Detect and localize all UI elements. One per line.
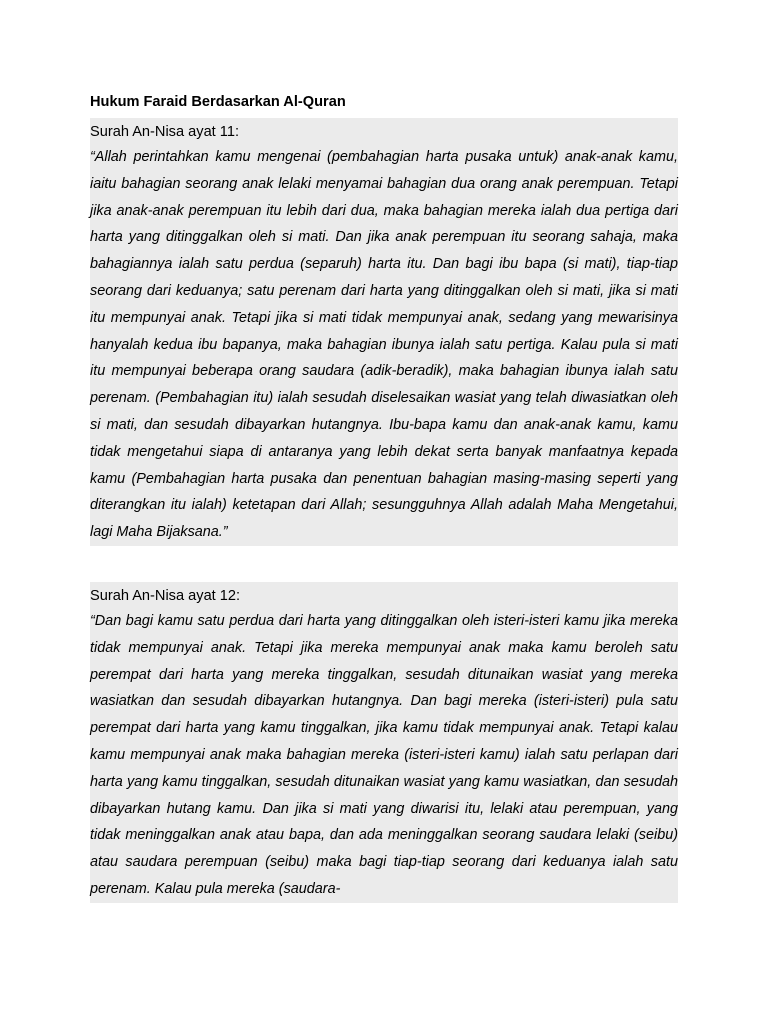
section-text: “Allah perintahkan kamu mengenai (pembahagian harta pusaka untuk) anak-anak kamu, iaitu bahagian seorang anak lelaki menyamai bahagian dua orang anak perempuan. Tetapi jika anak-anak perempuan itu lebih dari dua, maka bahagian mereka ialah dua pertiga dari harta yang ditinggalkan oleh si mati. Dan jika anak perempuan itu seorang sahaja, maka bahagiannya ialah satu perdua (separuh) harta itu. Dan bagi ibu bapa (si mati), tiap-tiap seorang dari keduanya; satu perenam dari harta yang ditinggalkan oleh si mati, jika si mati itu mempunyai anak. Tetapi jika si mati tidak mempunyai anak, sedang yang mewarisinya hanyalah kedua ibu bapanya, maka bahagian ibunya ialah satu pertiga. Kalau pula si mati itu mempunyai beberapa orang saudara (adik-beradik), maka bahagian ibunya ialah satu perenam. (Pembahagian itu) ialah sesudah diselesaikan wasiat yang telah diwasiatkan oleh si mati, dan sesudah dibayarkan hutangnya. Ibu-bapa kamu dan anak-anak kamu, kamu tidak mengetahui siapa di antaranya yang lebih dekat serta banyak manfaatnya kepada kamu (Pembahagian harta pusaka dan penentuan bahagian masing-masing seperti yang diterangkan itu ialah) ketetapan dari Allah; sesungguhnya Allah adalah Maha Mengetahui, lagi Maha Bijaksana.” [90,149,678,541]
section-an-nisa-12 [90,582,678,903]
section-heading: Surah An-Nisa ayat 11: [90,124,239,140]
section-an-nisa-11 [90,118,678,546]
section-text: “Dan bagi kamu satu perdua dari harta yang ditinggalkan oleh isteri-isteri kamu jika mereka tidak mempunyai anak. Tetapi jika mereka mempunyai anak maka kamu beroleh satu perempat dari harta yang mereka tinggalkan, sesudah ditunaikan wasiat yang mereka wasiatkan dan sesudah dibayarkan hutangnya. Dan bagi mereka (isteri-isteri) pula satu perempat dari harta yang kamu tinggalkan, jika kamu tidak mempunyai anak. Tetapi kalau kamu mempunyai anak maka bahagian mereka (isteri-isteri kamu) ialah satu perlapan dari harta yang kamu tinggalkan, sesudah ditunaikan wasiat yang kamu wasiatkan, dan sesudah dibayarkan hutang kamu. Dan jika si mati yang diwarisi itu, lelaki atau perempuan, yang tidak meninggalkan anak atau bapa, dan ada meninggalkan seorang saudara lelaki (seibu) atau saudara perempuan (seibu) maka bagi tiap-tiap seorang dari keduanya ialah satu perenam. Kalau pula mereka (saudara- [90,612,678,897]
section-heading: Surah An-Nisa ayat 12: [90,587,241,604]
document-title: Hukum Faraid Berdasarkan Al-Quran [90,94,346,110]
document-page [90,91,678,903]
